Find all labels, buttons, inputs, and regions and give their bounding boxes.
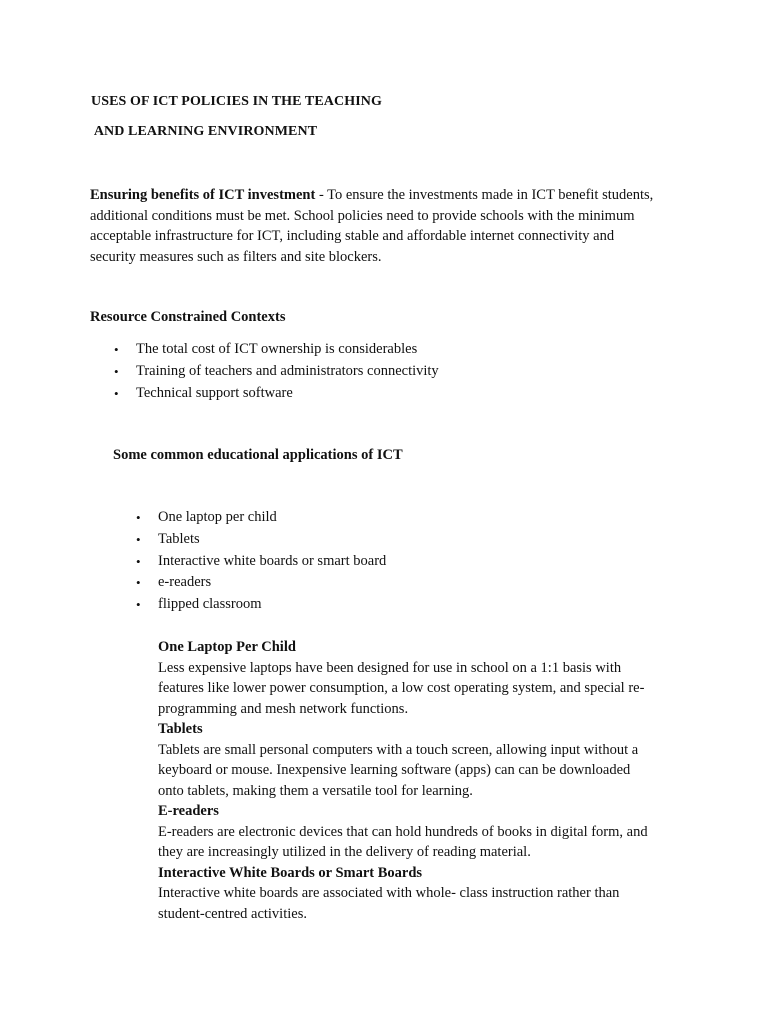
bullet-icon: • [136, 531, 141, 547]
tablets-line-1: Tablets are small personal computers with a touch screen, allowing input without a [158, 741, 639, 758]
laptop-line-2: features like lower power consumption, a low cost operating system, and special re- [158, 680, 645, 696]
bullet-icon: • [136, 510, 141, 525]
list-item-text: Technical support software [136, 384, 293, 401]
benefits-line-1 [90, 185, 670, 206]
bullet-icon: • [114, 342, 119, 357]
tablets-line-3: onto tablets, making them a versatile tool for learning. [158, 782, 473, 799]
ereaders-line-2: they are increasingly utilized in the delivery of reading material. [158, 844, 531, 860]
ereaders-heading: E-readers [158, 803, 219, 819]
bullet-icon: • [114, 363, 119, 379]
list-item [136, 594, 386, 616]
list-item-text: flipped classroom [158, 596, 262, 613]
list-item [114, 383, 439, 405]
resource-list [114, 339, 439, 404]
list-item [136, 529, 386, 551]
benefits-line-2: additional conditions must be met. School policies need to provide schools with the minimum [90, 207, 635, 224]
list-item-text: e-readers [158, 574, 212, 591]
bullet-icon: • [136, 597, 141, 613]
tablets-heading: Tablets [158, 721, 203, 737]
whiteboards-heading: Interactive White Boards or Smart Boards [158, 864, 423, 881]
laptop-line-3: programming and mesh network functions. [158, 700, 409, 717]
list-item-text: Tablets [158, 530, 200, 547]
laptop-heading: One Laptop Per Child [158, 639, 296, 655]
tablets-line-2: keyboard or mouse. Inexpensive learning software (apps) can can be downloaded [158, 762, 631, 778]
list-item [136, 551, 386, 573]
applications-list [136, 507, 386, 616]
list-item-text: One laptop per child [158, 509, 277, 525]
applications-heading: Some common educational applications of ICT [113, 447, 403, 463]
bullet-icon: • [114, 385, 119, 401]
list-item-text: The total cost of ICT ownership is considerables [136, 341, 418, 357]
benefits-heading: Ensuring benefits of ICT investment [90, 187, 316, 203]
title-line-2: AND LEARNING ENVIRONMENT [91, 124, 318, 139]
list-item-text: Interactive white boards or smart board [158, 552, 387, 569]
laptop-line-1: Less expensive laptops have been designed for use in school on a 1:1 basis with [158, 659, 622, 676]
list-item [114, 361, 439, 383]
list-item-text: Training of teachers and administrators connectivity [136, 362, 439, 379]
whiteboards-line-1: Interactive white boards are associated with whole- class instruction rather than [158, 885, 620, 901]
benefits-line-4: security measures such as filters and site blockers. [90, 248, 382, 265]
benefits-paragraph [90, 185, 670, 267]
whiteboards-line-2: student-centred activities. [158, 905, 307, 922]
resource-heading: Resource Constrained Contexts [90, 309, 286, 325]
list-item [136, 572, 386, 594]
ereaders-line-1: E-readers are electronic devices that can hold hundreds of books in digital form, and [158, 823, 648, 840]
benefits-text-1: - To ensure the investments made in ICT benefit students, [315, 187, 654, 203]
title-line-1: USES OF ICT POLICIES IN THE TEACHING [91, 94, 382, 109]
benefits-line-3: acceptable infrastructure for ICT, including stable and affordable internet connectivity and [90, 228, 615, 244]
list-item [114, 339, 439, 361]
list-item [136, 507, 386, 529]
bullet-icon: • [136, 575, 141, 591]
bullet-icon: • [136, 553, 141, 569]
subsections [158, 637, 678, 924]
